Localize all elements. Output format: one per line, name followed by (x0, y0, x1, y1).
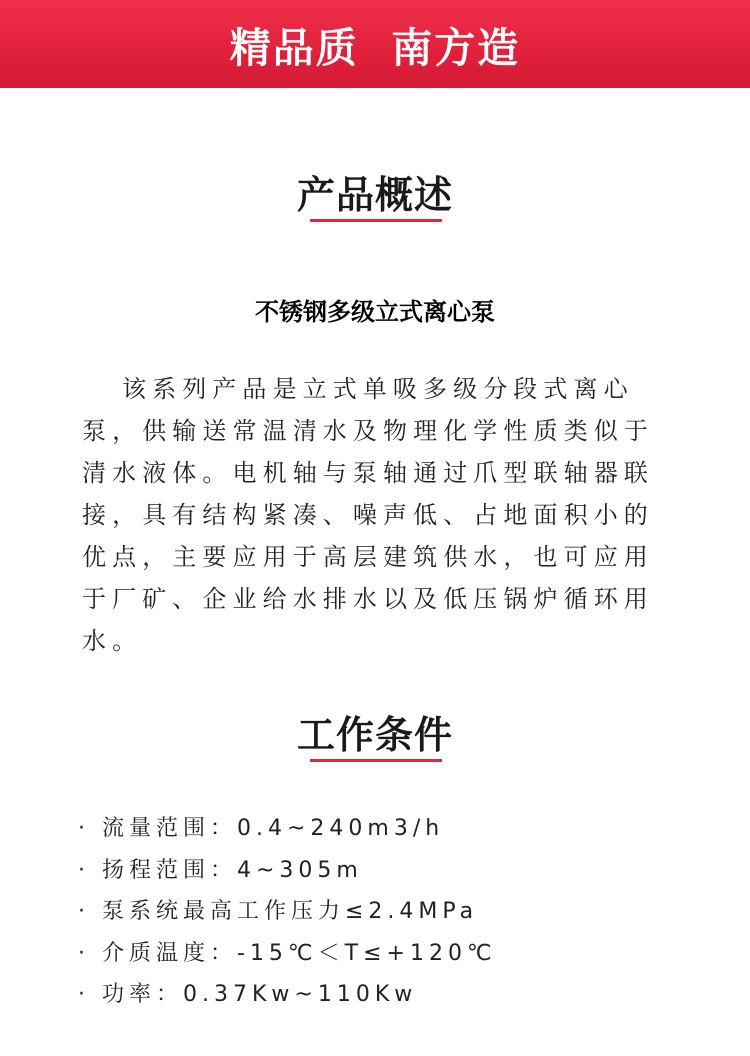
condition-text: 泵系统最高工作压力≤2.4MPa (102, 899, 479, 924)
condition-text: 扬程范围：4~305m (102, 857, 363, 883)
condition-text: 流量范围：0.4~240m3/h (102, 816, 445, 841)
condition-item-flow (78, 808, 718, 850)
condition-text: 功率：0.37Kw~110Kw (102, 982, 418, 1007)
conditions-list (78, 808, 718, 1016)
conditions-heading: 工作条件 (296, 713, 453, 757)
product-name: 不锈钢多级立式离心泵 (255, 298, 495, 326)
condition-item-temperature (78, 933, 718, 975)
banner-title: 精品质 南方造 (229, 23, 521, 72)
condition-item-pressure (78, 891, 718, 933)
bullet-mark: · (78, 899, 90, 924)
overview-heading: 产品概述 (296, 173, 453, 217)
top-banner (0, 0, 750, 88)
condition-text: 介质温度：-15℃＜T≤+120℃ (102, 940, 497, 966)
conditions-underline (310, 759, 442, 762)
product-description: 该系列产品是立式单吸多级分段式离心泵，供输送常温清水及物理化学性质类似于清水液体。电机轴与泵轴通过爪型联轴器联接，具有结构紧凑、噪声低、占地面积小的优点，主要应用于高层建筑供水，也可应用于厂矿、企业给水排水以及低压锅炉循环用水。 (82, 375, 654, 655)
overview-underline (310, 219, 442, 222)
bullet-mark: · (78, 982, 90, 1007)
condition-item-power (78, 974, 718, 1016)
condition-item-head (78, 850, 718, 892)
bullet-mark: · (78, 940, 90, 966)
bullet-mark: · (78, 857, 90, 883)
bullet-mark: · (78, 816, 90, 841)
